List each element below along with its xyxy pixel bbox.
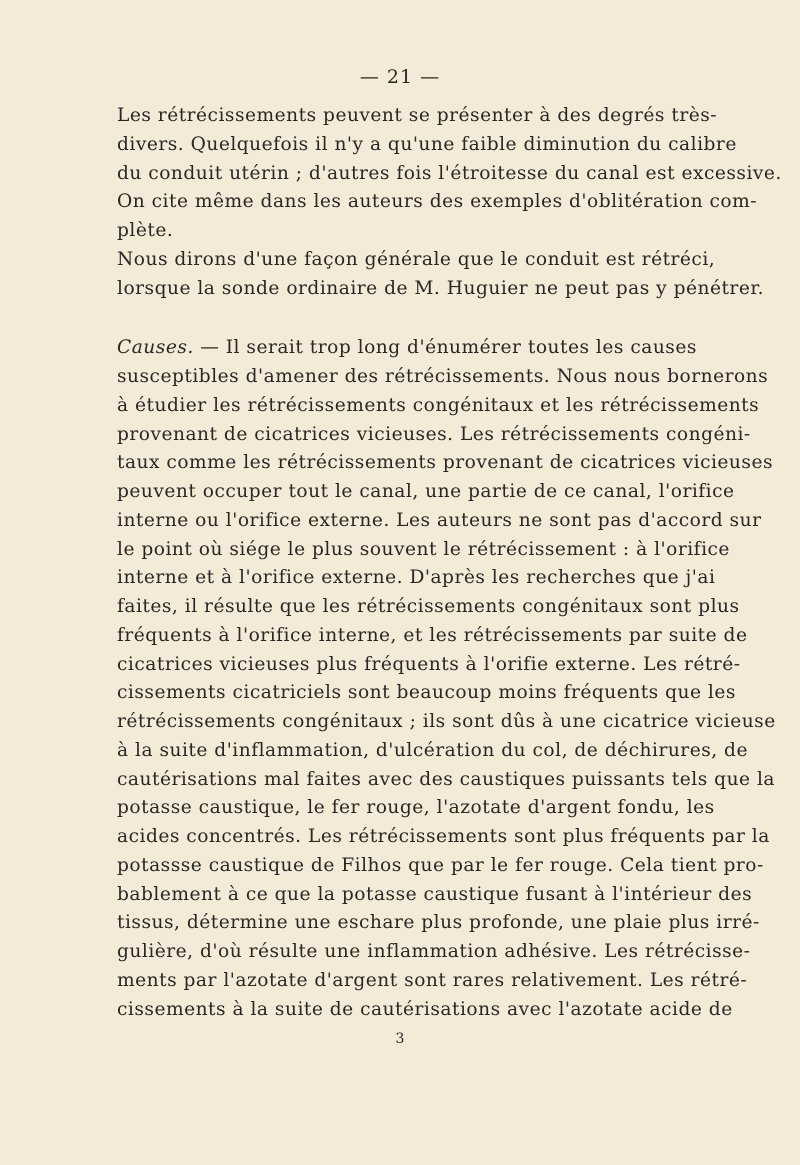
text-line: à étudier les rétrécissements congénitaux et les rétrécissements	[117, 394, 760, 416]
text-line: interne et à l'orifice externe. D'après les recherches que j'ai	[117, 567, 716, 589]
page-number: — 21 —	[359, 66, 441, 88]
signature-mark: 3	[395, 1031, 405, 1047]
text-line: du conduit utérin ; d'autres fois l'étroitesse du canal est excessive.	[117, 162, 782, 184]
text-line: lorsque la sonde ordinaire de M. Huguier ne peut pas y pénétrer.	[117, 277, 765, 299]
text-line: potassse caustique de Filhos que par le fer rouge. Cela tient pro-	[117, 854, 764, 876]
text-line: cautérisations mal faites avec des caustiques puissants tels que la	[117, 768, 776, 790]
causes-heading: Causes.	[117, 337, 194, 359]
text-line: à la suite d'inflammation, d'ulcération du col, de déchirures, de	[117, 739, 748, 761]
paragraph-degrees	[117, 102, 782, 246]
text-line: acides concentrés. Les rétrécissements sont plus fréquents par la	[117, 826, 770, 847]
text-line: Les rétrécissements peuvent se présenter à des degrés très-	[117, 105, 718, 126]
text-line: potasse caustique, le fer rouge, l'azotate d'argent fondu, les	[117, 797, 715, 819]
text-line	[117, 334, 697, 363]
text-line: On cite même dans les auteurs des exemples d'oblitération com-	[117, 191, 757, 213]
text-line: cissements cicatriciels sont beaucoup moins fréquents que les	[117, 682, 736, 704]
text-line: peuvent occuper tout le canal, une partie de ce canal, l'orifice	[117, 481, 735, 502]
text-line: bablement à ce que la potasse caustique fusant à l'intérieur des	[117, 883, 753, 905]
text-line: susceptibles d'amener des rétrécissements. Nous nous bornerons	[117, 366, 769, 387]
causes-intro: — Il serait trop long d'énumérer toutes les causes	[193, 337, 697, 359]
text-line: provenant de cicatrices vicieuses. Les rétrécissements congéni-	[117, 423, 751, 445]
text-line: gulière, d'où résulte une inflammation adhésive. Les rétrécisse-	[117, 941, 751, 962]
text-line: le point où siége le plus souvent le rétrécissement : à l'orifice	[117, 538, 730, 560]
paragraph-causes	[117, 334, 776, 1024]
body-text	[117, 102, 782, 1024]
text-line: rétrécissements congénitaux ; ils sont dûs à une cicatrice vicieuse	[117, 711, 776, 732]
text-line: cicatrices vicieuses plus fréquents à l'orifie externe. Les rétré-	[117, 653, 741, 675]
text-line: fréquents à l'orifice interne, et les rétrécissements par suite de	[117, 624, 748, 646]
text-line: ments par l'azotate d'argent sont rares relativement. Les rétré-	[117, 969, 748, 991]
text-line: cissements à la suite de cautérisations avec l'azotate acide de	[117, 998, 733, 1020]
text-line: faites, il résulte que les rétrécissements congénitaux sont plus	[117, 596, 740, 617]
text-line: Nous dirons d'une façon générale que le conduit est rétréci,	[117, 248, 716, 270]
paragraph-definition	[117, 246, 765, 304]
text-line: divers. Quelquefois il n'y a qu'une faible diminution du calibre	[117, 133, 737, 155]
text-line: plète.	[117, 220, 174, 241]
text-line: tissus, détermine une eschare plus profonde, une plaie plus irré-	[117, 912, 760, 934]
text-line: taux comme les rétrécissements provenant de cicatrices vicieuses	[117, 452, 773, 474]
text-line: interne ou l'orifice externe. Les auteurs ne sont pas d'accord sur	[117, 509, 762, 531]
